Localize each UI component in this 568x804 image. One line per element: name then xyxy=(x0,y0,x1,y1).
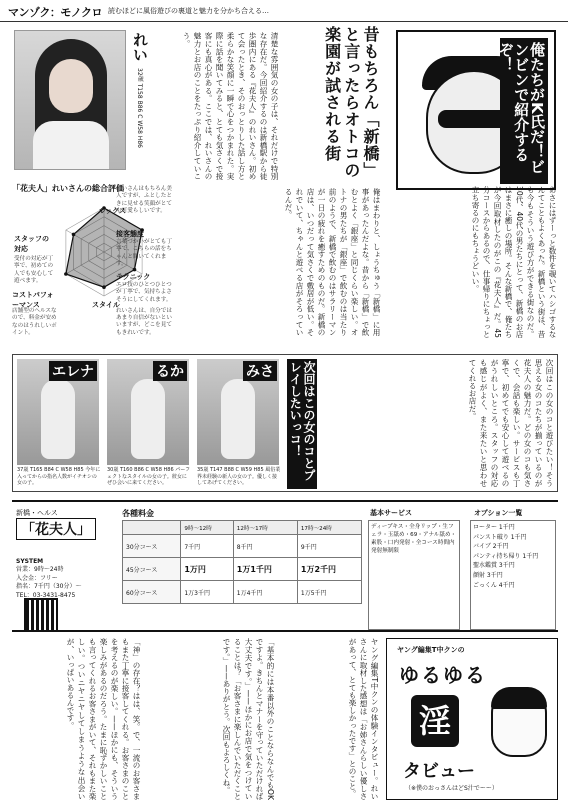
price-cell: 1万1千円 xyxy=(233,558,297,581)
radar-title: 「花夫人」れいさんの総合評価 xyxy=(12,184,124,193)
shop-designation: 指名：7千円（30分）〜 xyxy=(16,583,82,591)
qr-code-icon[interactable] xyxy=(26,600,56,630)
girl-figure-3 xyxy=(221,379,255,459)
magazine-brand: マンゾク：モノクロ xyxy=(8,6,102,19)
price-cell: 7千円 xyxy=(181,535,233,558)
radar-desc-service: 言葉づかいがとても丁寧で、こちらの話をちゃんと聞いてくれます。 xyxy=(116,239,172,267)
price-cell: 1万5千円 xyxy=(297,581,361,604)
shop-fee: 入会金：フリー xyxy=(16,574,58,582)
price-row xyxy=(123,558,362,581)
price-cell: 8千円 xyxy=(233,535,297,558)
girl-measurements xyxy=(136,68,143,148)
magazine-tagline: 読むほどに風俗遊びの裏道と魅力を分かち合える… xyxy=(108,7,269,15)
price-table xyxy=(122,520,362,604)
article-body-1: 俺はまわりと、しょうちゅう「新橋」に用事があったんだよな。昔から「新橋」で飲むとよく「銀座」と同じくらい楽しい。オトナの男たちが「銀座」で飲むのは当たり前のようで、新橋で飲むのはサラリーマンが一日の疲れを癒すためのものだ。新橋の店は、いつだって気さくで敷居が低い。それでいて、ちゃんと遊べる店がそろっているんだ。 xyxy=(284,188,381,336)
radar-right-labels xyxy=(116,186,176,337)
option-title: オプション一覧 xyxy=(474,509,523,517)
girl-photo-2 xyxy=(107,359,189,465)
basic-service-text: ディープキス・全身リップ・生フェラ・玉舐め・69・アナル舐め・素股・口内発射・全コース時間内発射無制限 xyxy=(368,520,460,630)
girl-2-name: るか xyxy=(153,361,187,381)
photo-face xyxy=(49,59,93,113)
radar-desc-technique: エロ技のひとつひとつが丁寧で、気持ちよさそうにしてくれます。 xyxy=(116,282,172,303)
course-label: 45分コース xyxy=(123,558,181,581)
option-item: ローター 1千円 xyxy=(473,524,515,531)
price-header-cell xyxy=(123,521,181,535)
girl-figure-1 xyxy=(41,379,75,459)
girl-profile xyxy=(130,32,158,172)
radar-label-style: スタイル xyxy=(92,301,120,309)
price-cell: 1万円 xyxy=(181,558,233,581)
recommended-girls xyxy=(12,354,558,492)
system-label: SYSTEM xyxy=(16,558,44,565)
intro-text: 清楚な雰囲気の女の子は、それだけで特別な存在だ。今回紹介するのは新橋駅から徒歩圏内にある『花夫人』のれいさん。初めて会ったとき、そのおっとりした話し方と柔らかな笑顔に一瞬で心をつかまれた。実際に話を聞いてみると、とても気さくで接客にも真心がある。ここでは、れいさんの魅力とお店のことをたっぷり紹介していこう。 xyxy=(182,32,279,180)
radar-point-4 xyxy=(64,272,68,276)
radar-label-looks: ルックス xyxy=(98,207,126,215)
writer-quote: 俺たちがK氏だ！ビンビンで紹介するぞ！ xyxy=(500,38,548,184)
girl-2-caption: 30歳 T160 B86 C W58 H86 パーフェクトなスタイルの女の子。彼女にぜひ会いに来てください。 xyxy=(107,467,190,486)
radar-desc-cost: 店舗型のヘルスなので、料金が安めなのはうれしいポイント。 xyxy=(12,308,57,336)
photo-body xyxy=(33,121,109,170)
price-header-row xyxy=(123,521,362,535)
interview-col-2: 「基本的には本番以外のことならなんでもOKですよ。きちんとマナーを守っていただければ大丈夫です。」——ほかにお店で気をつけていることは？「お客さまに楽しんでいただくことです。」——ありがとう。次回もよろしくね。 xyxy=(222,638,275,800)
interview-title-1: ゆるゆる xyxy=(399,663,487,687)
price-header-cell: 9時〜12時 xyxy=(181,521,233,535)
radar-desc-looks: れいさんはもちろん美人ですが、ふとしたときに見せる笑顔がとても可愛らしいです。 xyxy=(116,186,172,214)
price-cell: 9千円 xyxy=(297,535,361,558)
girl-3-name: みさ xyxy=(243,361,277,381)
girl-3-caption: 35歳 T147 B88 C W59 H85 風俗業界未経験の新人の女の子。優しく接してあげてください。 xyxy=(197,467,281,486)
girl-1-caption: 37歳 T165 B84 C W58 H85 今年に入ってからの指名人数がイチオシの女の子。 xyxy=(17,467,101,486)
price-header-cell: 17時〜24時 xyxy=(297,521,361,535)
radar-point-5 xyxy=(72,233,76,237)
price-row xyxy=(123,581,362,604)
basic-service-title: 基本サービス xyxy=(370,509,412,517)
option-item: ごっくん 4千円 xyxy=(473,581,515,589)
course-label: 30分コース xyxy=(123,535,181,558)
price-title: 各種料金 xyxy=(122,509,154,518)
price-cell: 1万3千円 xyxy=(181,581,233,604)
interview-sub: （※僕のおっさんはどS汁でーー） xyxy=(405,785,498,792)
radar-label-technique: テクニック xyxy=(116,273,151,282)
price-row xyxy=(123,535,362,558)
interview-section xyxy=(12,638,558,800)
shop-name: 「花夫人」 xyxy=(16,518,96,540)
option-list xyxy=(470,520,556,630)
shop-hours: 営業：9時〜24時 xyxy=(16,566,64,574)
radar-desc-staff: 受付の対応が丁寧で、初めての人でも安心して遊べます。 xyxy=(14,256,54,284)
girl-photo-1 xyxy=(17,359,99,465)
course-label: 60分コース xyxy=(123,581,181,604)
shop-system xyxy=(16,558,106,600)
radar-label-service: 接客態度 xyxy=(116,230,144,239)
interview-title-box xyxy=(386,638,558,800)
article-headline: 昔もちろん「新橋」と言ったらオトコの楽園が試される街 xyxy=(322,26,380,179)
interview-pre: ヤング編集T中クンの xyxy=(397,646,465,654)
option-item: パンティ持ち帰り 1千円 xyxy=(473,552,539,560)
editor-hair xyxy=(491,687,547,709)
option-item: 聖水鑑賞 3千円 xyxy=(473,562,515,570)
price-header-cell: 12時〜17時 xyxy=(233,521,297,535)
article-body-2: あさにはずーっと数件を覗いてハシゴするなんてこともよくあった。新橋という街は、昔も今もそういう遊び方ができる街なのだ。30代、40代の男たちにとって、新橋のお店はまさに癒しの場所。そんな新橋で、俺たちが今回取材したのがこの『花夫人』だ。45分コースからあるので、仕事帰りにちょっと立ち寄るのにもちょうどいい。 xyxy=(471,186,557,338)
girl-photo-3 xyxy=(197,359,279,465)
girl-figure-2 xyxy=(131,379,165,459)
price-cell: 1万2千円 xyxy=(297,558,361,581)
price-cell: 1万4千円 xyxy=(233,581,297,604)
girl-name: れい xyxy=(131,32,149,62)
interview-col-3: ヤング編集T中クンの体験インタビュー。れいさんに取材した感想は「お姉さんらしい優しさがあって、とても楽しかったです」とのこと。 xyxy=(348,638,379,800)
radar-label-cost: コストパフォーマンス xyxy=(12,291,54,309)
radar-point-3 xyxy=(102,285,106,289)
interview-glyph: 淫 xyxy=(411,695,459,747)
option-item: バイブ 2千円 xyxy=(473,543,509,551)
option-item: パンスト破り 1千円 xyxy=(473,533,527,541)
next-time-banner: 次回はこの女のコとプレイしたいっコ！ xyxy=(287,359,317,489)
writer-illustration xyxy=(396,30,556,190)
article-body-3: 次回はこの女のコと遊びたい！そう思える女のコたちが揃っているのが花夫人の魅力だ。どの女のコも気さくで、会話も楽しい。サービスも丁寧で、初めてでも安心して遊べるのがうれしいところ。スタッフの対応も感じがよく、また来たいと思わせてくれるお店だ。 xyxy=(468,359,554,487)
radar-label-staff: スタッフの対応 xyxy=(14,235,49,253)
editor-face-icon xyxy=(491,687,547,757)
interview-col-1: 「神」の存在？はは、笑。で、一流のお客さまもまた丁寧に接客してくれる。お客さまのことを考えるのが楽しい。——ほかにも、そういう楽しみがあるのだろう。たまに恥ずかしいことも言ってくれるお客さまがいて、それもまた楽しい。ついニヤニヤしてしまうような出会いが、いっぱいあるんです。 xyxy=(66,638,141,800)
featured-girl-photo xyxy=(14,30,126,170)
girl-age: 32歳 xyxy=(136,68,144,82)
radar-desc-style: れいさんは、自分ではあまり自信がないといいますが、どこを見てもきれいです。 xyxy=(116,307,172,336)
shop-info xyxy=(12,500,558,632)
shop-tel: TEL：03-3431-8475 xyxy=(16,591,76,599)
interview-title-3: タビュー xyxy=(403,761,475,782)
page-header xyxy=(0,0,568,22)
option-item: 顔射 3千円 xyxy=(473,571,503,579)
girl-size: T158 B86 C W58 H86 xyxy=(136,83,144,148)
shop-genre: 新橋・ヘルス xyxy=(16,509,58,517)
girl-1-name: エレナ xyxy=(49,361,97,381)
